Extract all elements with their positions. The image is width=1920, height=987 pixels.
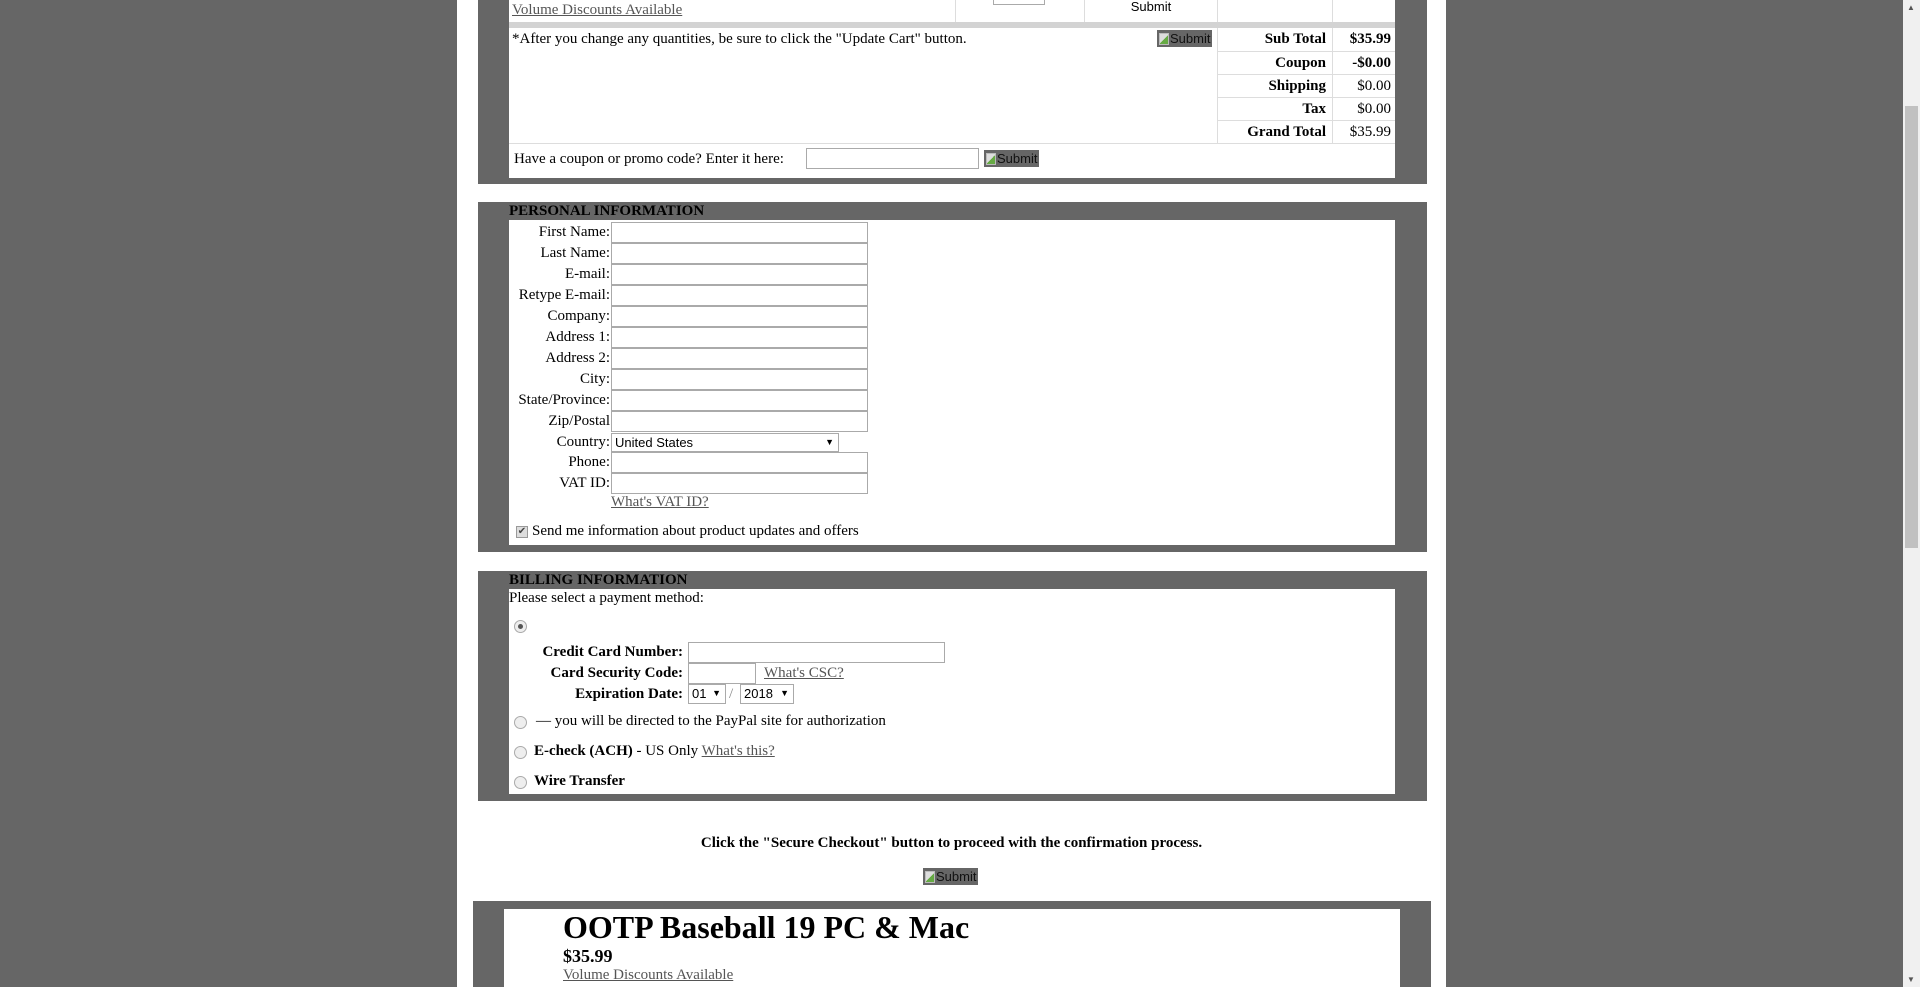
- personal-field-input[interactable]: [611, 264, 868, 285]
- field-label: Address 1:: [545, 329, 610, 345]
- field-label: Address 2:: [545, 350, 610, 366]
- csc-label: Card Security Code:: [550, 665, 683, 681]
- product-title: OOTP Baseball 19 PC & Mac: [563, 909, 970, 945]
- quantity-input[interactable]: [993, 0, 1045, 5]
- personal-field-input[interactable]: [611, 390, 868, 411]
- remove-submit[interactable]: Submit: [1084, 0, 1217, 22]
- broken-image-icon: [925, 871, 935, 883]
- credit-card-radio[interactable]: [514, 620, 527, 633]
- coupon-label: Have a coupon or promo code? Enter it here:: [514, 151, 784, 167]
- field-label: City:: [579, 371, 610, 387]
- total-row: [1217, 51, 1395, 74]
- personal-field-input[interactable]: [611, 369, 868, 390]
- total-value: $35.99: [1332, 121, 1395, 143]
- scroll-down-icon[interactable]: ▼: [1907, 975, 1915, 984]
- exp-separator: /: [729, 686, 734, 702]
- paypal-radio[interactable]: [514, 716, 527, 729]
- personal-field-input[interactable]: [611, 222, 868, 243]
- field-label: Company:: [547, 308, 610, 324]
- phone-label: Phone:: [568, 454, 610, 470]
- field-label: State/Province:: [518, 392, 610, 408]
- wire-transfer-label: Wire Transfer: [534, 773, 625, 789]
- broken-image-icon: [986, 153, 996, 165]
- cart-cell: [1217, 0, 1332, 22]
- wire-transfer-radio[interactable]: [514, 776, 527, 789]
- total-value: -$0.00: [1332, 52, 1395, 74]
- secure-checkout-button[interactable]: [923, 868, 978, 885]
- cc-number-label: Credit Card Number:: [542, 644, 683, 660]
- total-row: [1217, 28, 1395, 51]
- personal-field-input[interactable]: [611, 327, 868, 348]
- total-value: $35.99: [1332, 28, 1395, 51]
- volume-discounts-link[interactable]: Volume Discounts Available: [512, 2, 683, 18]
- newsletter-label: Send me information about product updates and offers: [532, 523, 859, 539]
- dropdown-arrow-icon: ▼: [712, 688, 721, 698]
- field-label: Zip/Postal: [548, 413, 610, 429]
- echeck-row: [534, 743, 775, 760]
- total-label: Coupon: [1275, 54, 1326, 71]
- total-label: Grand Total: [1247, 123, 1326, 140]
- total-label: Sub Total: [1264, 31, 1326, 47]
- exp-month-value: 01: [692, 686, 707, 701]
- scrollbar-thumb[interactable]: [1905, 106, 1918, 548]
- update-note: *After you change any quantities, be sure to click the "Update Cart" button.: [512, 31, 967, 47]
- billing-title: BILLING INFORMATION: [509, 572, 688, 588]
- vat-input[interactable]: [611, 473, 868, 494]
- scrollbar[interactable]: [1903, 0, 1920, 987]
- total-row: [1217, 74, 1395, 97]
- divider: [509, 143, 1395, 144]
- secure-checkout-label: Submit: [936, 869, 977, 884]
- cart-cell: [1332, 0, 1395, 22]
- exp-month-select[interactable]: [688, 684, 726, 704]
- dropdown-arrow-icon: ▼: [780, 688, 789, 698]
- coupon-submit-label: Submit: [997, 151, 1038, 166]
- total-row: [1217, 97, 1395, 120]
- whats-this-link[interactable]: What's this?: [701, 743, 775, 759]
- phone-input[interactable]: [611, 452, 868, 473]
- country-label: Country:: [556, 434, 610, 450]
- echeck-label: E-check (ACH): [534, 743, 633, 759]
- total-value: $0.00: [1332, 98, 1395, 120]
- field-label: Retype E-mail:: [518, 287, 610, 303]
- country-value: United States: [615, 435, 694, 450]
- csc-input[interactable]: [688, 663, 756, 684]
- paypal-text: — you will be directed to the PayPal site for authorization: [536, 713, 886, 729]
- personal-field-input[interactable]: [611, 285, 868, 306]
- personal-field-input[interactable]: [611, 411, 868, 432]
- total-value: $0.00: [1332, 75, 1395, 97]
- country-select[interactable]: [611, 433, 839, 452]
- total-label: Shipping: [1268, 77, 1326, 94]
- personal-field-input[interactable]: [611, 348, 868, 369]
- product-volume-discounts-link[interactable]: Volume Discounts Available: [563, 967, 734, 983]
- newsletter-checkbox[interactable]: ✔: [517, 526, 527, 537]
- dropdown-arrow-icon: ▼: [825, 437, 834, 447]
- whats-vat-link[interactable]: What's VAT ID?: [611, 494, 709, 510]
- checkout-instruction: Click the "Secure Checkout" button to proceed with the confirmation process.: [700, 835, 1203, 851]
- update-cart-button[interactable]: [1157, 30, 1212, 47]
- echeck-suffix: - US Only: [632, 743, 702, 759]
- total-row: [1217, 120, 1395, 143]
- total-label: Tax: [1302, 100, 1326, 117]
- product-price: $35.99: [563, 946, 613, 966]
- field-label: Last Name:: [540, 245, 610, 261]
- personal-field-input[interactable]: [611, 243, 868, 264]
- update-cart-label: Submit: [1170, 31, 1211, 46]
- exp-year-select[interactable]: [740, 684, 794, 704]
- whats-csc-link[interactable]: What's CSC?: [764, 665, 844, 681]
- scroll-up-icon[interactable]: ▲: [1907, 3, 1915, 12]
- personal-field-input[interactable]: [611, 306, 868, 327]
- cc-number-input[interactable]: [688, 642, 945, 663]
- exp-year-value: 2018: [744, 686, 773, 701]
- field-label: First Name:: [538, 224, 610, 240]
- coupon-submit-button[interactable]: [984, 150, 1039, 167]
- payment-prompt: Please select a payment method:: [509, 590, 704, 606]
- vat-label: VAT ID:: [559, 475, 610, 491]
- field-label: E-mail:: [565, 266, 610, 282]
- broken-image-icon: [1159, 33, 1169, 45]
- personal-info-title: PERSONAL INFORMATION: [509, 203, 705, 219]
- exp-label: Expiration Date:: [575, 686, 683, 702]
- coupon-input[interactable]: [806, 148, 979, 169]
- echeck-radio[interactable]: [514, 746, 527, 759]
